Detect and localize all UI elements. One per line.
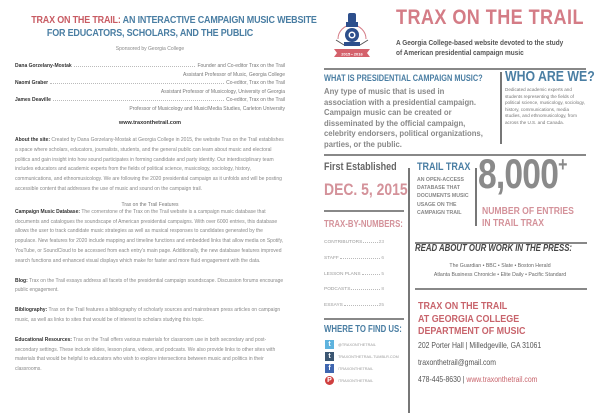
bibliography-paragraph: Bibliography: Trax on the Trail features a bibliography of scholarly sources and mainstream press articles on campaign music, as well as links to sites that would be of interest to scholars studying this topic.	[15, 307, 281, 323]
divider	[475, 168, 477, 226]
facebook-icon: f	[325, 364, 334, 373]
department-heading: TRAX ON THE TRAIL AT GEORGIA COLLEGE DEPARTMENT OF MUSIC	[418, 300, 526, 337]
phone-number: 478-445-8630 |	[418, 374, 465, 384]
right-page	[300, 0, 600, 420]
where-heading: WHERE TO FIND US:	[324, 324, 402, 335]
what-body: Any type of music that is used in association with a presidential campaign. Campaign music can be created or disseminated by the official campaign, celebrity endorsers, political organizations, parties, or the public.	[324, 86, 483, 149]
press-outlets: The Guardian • BBC • Slate • Boston Herald	[449, 263, 551, 269]
trail-trax-heading: TRAIL TRAX	[417, 161, 471, 173]
established-date: DEC. 5, 2015	[324, 180, 408, 199]
what-heading: WHAT IS PRESIDENTIAL CAMPAIGN MUSIC?	[324, 73, 483, 83]
divider	[324, 318, 404, 320]
trail-trax-body: AN OPEN-ACCESS DATABASE THAT DOCUMENTS MUSIC USAGE ON THE CAMPAIGN TRAIL	[417, 177, 469, 216]
contact-line	[418, 374, 537, 384]
press-outlets: Atlanta Business Chronicle • Elite Daily • Pacific Standard	[433, 272, 567, 278]
editor-row: Dana Gorzelany-Mostak Founder and Co-editor Trax on the Trail	[15, 63, 285, 69]
editor-affiliation: Assistant Professor of Musicology, University of Georgia	[160, 88, 285, 95]
established-label: First Established	[324, 161, 397, 173]
poster-title: TRAX ON THE TRAIL	[396, 6, 584, 29]
editor-affiliation: Professor of Musicology and Music/Media Studies, Carleton University	[129, 105, 285, 112]
who-body: Dedicated academic experts and students representing the fields of political science, musicology, sociology, history, communications, media studies, and ethnomusicology, from across the U.S. and Canada.	[505, 87, 585, 125]
train-logo-icon	[332, 9, 372, 59]
blog-paragraph: Blog: Trax on the Trail essays address all facets of the presidential campaign soundscape. Discussion forums encourage public engagement.	[15, 277, 284, 294]
number-row: PODCASTS 8	[324, 287, 384, 293]
who-heading: WHO ARE WE?	[505, 68, 595, 85]
dot-leader	[74, 63, 196, 67]
divider	[408, 168, 410, 413]
entries-count: 8,000+	[478, 150, 567, 197]
sponsor-line: Sponsored by Georgia College	[115, 46, 185, 52]
dot-leader	[50, 80, 224, 84]
poster-subtitle: A Georgia College-based website devoted to the study of American presidential campaign music	[396, 38, 564, 57]
svg-text:2015 • 2016: 2015 • 2016	[341, 51, 363, 57]
numbers-heading: TRAX-BY-NUMBERS:	[324, 219, 403, 230]
social-twitter[interactable]: t @TRAXONTHETRAIL	[325, 340, 376, 349]
entries-label: NUMBER OF ENTRIES IN TRAIL TRAX	[482, 205, 574, 229]
tumblr-icon: t	[325, 352, 334, 361]
social-pinterest[interactable]: P /TRAXONTHETRAIL	[325, 376, 373, 385]
social-tumblr[interactable]: t TRAXONTHETRAIL.TUMBLR.COM	[325, 352, 399, 361]
social-facebook[interactable]: f /TRAXONTHETRAIL	[325, 364, 373, 373]
document-title: TRAX ON THE TRAIL: AN INTERACTIVE CAMPAIGN MUSIC WEBSITE FOR EDUCATORS, SCHOLARS, AND THE PUBLIC	[31, 15, 317, 39]
divider	[500, 72, 502, 144]
educational-resources-paragraph: Educational Resources: Trax on the Trail offers various materials for classroom use in both secondary and post-secondary settings. These include slides, lesson plans, videos, and podcasts. We also provide links to other sites with materials that would be helpful to educators who wish to explore intersections between music and politics in their classrooms.	[15, 336, 276, 373]
editor-row: Naomi Graber Co-editor, Trax on the Trail	[15, 80, 285, 86]
pinterest-icon: P	[325, 376, 334, 385]
divider	[324, 210, 404, 212]
editor-affiliation: Assistant Professor of Music, Georgia College	[183, 71, 285, 78]
number-row: STAFF 6	[324, 255, 384, 261]
editor-row: James Deaville Co-editor, Trax on the Trail	[15, 97, 285, 103]
dot-leader	[53, 97, 224, 101]
website-link[interactable]: www.traxonthetrail.com	[118, 120, 182, 126]
website-link[interactable]: www.traxonthetrail.com	[466, 374, 538, 384]
twitter-icon: t	[325, 340, 334, 349]
divider	[415, 288, 587, 290]
number-row: ESSAYS 25	[324, 303, 384, 309]
about-paragraph: About the site: Created by Dana Gorzelany-Mostak at Georgia College in 2015, the website Trax on the Trail establishes a space where scholars, educators, journalists, students, and the general public can learn about music and electoral politics and gain insight into how sound participates in forming candidate and party identity. Our interdisciplinary team includes educators and academic experts from the fields of political science, musicology, sociology, history, communications, and ethnomusicology. We are following the 2020 presidential campaign as it unfolds and will be posting accessible content that addresses the use of music and sound on the campaign trail.	[15, 137, 284, 192]
features-heading: Trax on the Trail Features	[121, 201, 179, 208]
email-link[interactable]: traxonthetrail@gmail.com	[418, 357, 496, 367]
press-heading: READ ABOUT OUR WORK IN THE PRESS:	[415, 243, 573, 254]
postal-address: 202 Porter Hall | Milledgeville, GA 31061	[418, 340, 542, 350]
number-row: CONTRIBUTORS 23	[324, 240, 384, 245]
numbers-list	[324, 240, 384, 319]
number-row: LESSON PLANS 5	[324, 271, 384, 277]
database-paragraph: Campaign Music Database: The cornerstone of the Trax on the Trail website is a campaign music database that documents and catalogues the soundscape of American presidential campaigns. With over 6000 entries, this database allows the user to track candidate music strategies as well as musical responses to candidates generated by the populace. New features for 2020 include mapping and timeline functions and embedded links that allow media on Spotify, YouTube, or SoundCloud to be accessed from each entry's main page. Additionally, the new database features improved search functions and enhanced visual displays which make for faster and more fluid engagement with the data.	[15, 208, 284, 264]
editors-list	[15, 63, 285, 114]
